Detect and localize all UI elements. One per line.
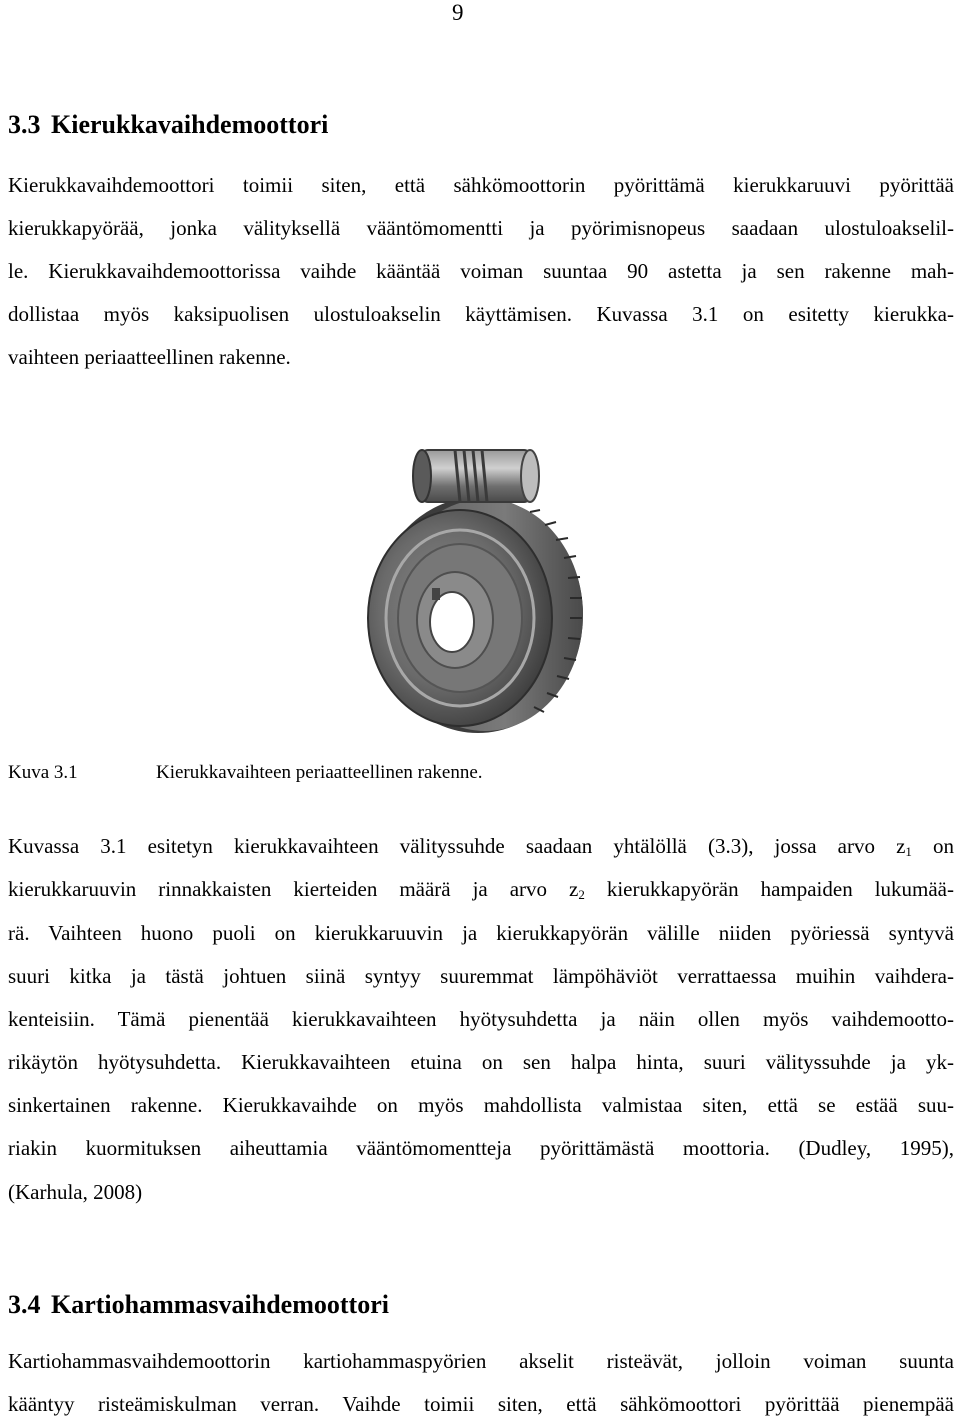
section-heading-3-3 [8, 110, 328, 140]
figure-caption: Kierukkavaihteen periaatteellinen rakenne. [156, 762, 483, 783]
section-title: Kartiohammasvaihdemoottori [51, 1290, 389, 1319]
paragraph-line: dollistaa myös kaksipuolisen ulostuloakselin käyttämisen. Kuvassa 3.1 on esitetty kierukka- [8, 302, 954, 326]
section-number: 3.4 [8, 1290, 41, 1319]
section-heading-3-4 [8, 1290, 389, 1320]
paragraph-line [8, 834, 954, 858]
subscript: 2 [578, 887, 585, 902]
paragraph-line: le. Kierukkavaihdemoottorissa vaihde kääntää voiman suuntaa 90 astetta ja sen rakenne mah- [8, 259, 954, 283]
paragraph-line: kääntyy risteämiskulman verran. Vaihde toimii siten, että sähkömoottori pyörittää pienempää [8, 1392, 954, 1416]
paragraph-line: sinkertainen rakenne. Kierukkavaihde on myös mahdollista valmistaa siten, että se estää suu- [8, 1093, 954, 1117]
paragraph-line: Kierukkavaihdemoottori toimii siten, että sähkömoottorin pyörittämä kierukkaruuvi pyörittää [8, 173, 954, 197]
subscript: 1 [905, 844, 912, 859]
page-number: 9 [452, 0, 464, 25]
figure-label: Kuva 3.1 [8, 762, 78, 783]
text-span: Kuvassa 3.1 esitetyn kierukkavaihteen välityssuhde saadaan yhtälöllä (3.3), jossa arvo z [8, 834, 906, 858]
paragraph-line: Kartiohammasvaihdemoottorin kartiohammaspyörien akselit risteävät, jolloin voiman suunta [8, 1349, 954, 1373]
paragraph-line: suuri kitka ja tästä johtuen siinä syntyy suuremmat lämpöhäviöt verrattaessa muihin vaihdera- [8, 964, 954, 988]
worm-gear-figure [360, 440, 585, 740]
paragraph-line: kenteisiin. Tämä pienentää kierukkavaihteen hyötysuhdetta ja näin ollen myös vaihdemootto- [8, 1007, 954, 1031]
paragraph-line: rä. Vaihteen huono puoli on kierukkaruuvin ja kierukkapyörän välille niiden pyöriessä syntyvä [8, 921, 954, 945]
paragraph-line: kierukkapyörää, jonka välityksellä vääntömomentti ja pyörimisnopeus saadaan ulostuloakselil- [8, 216, 954, 240]
paragraph-line: rikäytön hyötysuhdetta. Kierukkavaihteen etuina on sen halpa hinta, suuri välityssuhde ja yk- [8, 1050, 954, 1074]
section-title: Kierukkavaihdemoottori [51, 110, 329, 139]
paragraph-line: (Karhula, 2008) [8, 1180, 143, 1204]
text-span: kierukkaruuvin rinnakkaisten kierteiden määrä ja arvo z [8, 877, 579, 901]
paragraph-line: vaihteen periaatteellinen rakenne. [8, 345, 291, 369]
text-span: kierukkapyörän hampaiden lukumää- [584, 877, 954, 901]
section-number: 3.3 [8, 110, 41, 139]
paragraph-line: riakin kuormituksen aiheuttamia vääntömomentteja pyörittämästä moottoria. (Dudley, 1995), [8, 1136, 954, 1160]
paragraph-line [8, 877, 954, 901]
text-span: on [911, 834, 954, 858]
